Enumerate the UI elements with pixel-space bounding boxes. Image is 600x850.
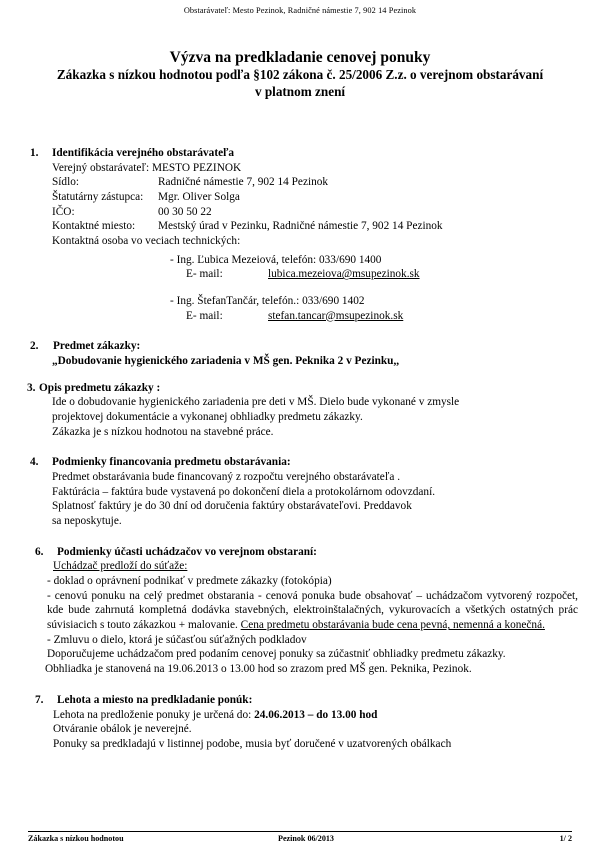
- section-7: [0, 693, 600, 752]
- submission-deadline-value: 24.06.2013 – do 13.00 hod: [254, 708, 378, 721]
- section-3-number: 3.: [27, 381, 36, 394]
- section-2-heading: [0, 339, 600, 354]
- detail-label-sidlo: Sídlo:: [52, 176, 79, 189]
- footer-left-text: Zákazka s nízkou hodnotou: [28, 834, 124, 844]
- contact-person-intro: Kontaktná osoba vo veciach technických:: [52, 235, 241, 248]
- detail-row-statutory-rep: [0, 190, 600, 205]
- detail-value-ico: 00 30 50 22: [158, 205, 212, 218]
- footer-row: [28, 835, 572, 844]
- requirement-bullet-2: [47, 589, 578, 633]
- section-3-line-1: Ide o dobudovanie hygienického zariadenia pre deti v MŠ. Dielo bude vykonané v zmysle: [52, 396, 460, 409]
- requirement-bullet-2-text: - cenovú ponuku na celý predmet obstarania - cenová ponuka bude obsahovať – uchádzačom vytvorený rozpočet, kde bude zahrnutá kompletná dodávka stavebných, elektroinštalačných, vykurovacích a všetkých ostatných prác súvisiacich s touto zákazkou + malovanie.: [47, 589, 578, 632]
- email-link-lubica[interactable]: lubica.mezeiova@msupezinok.sk: [268, 268, 420, 281]
- footer-divider: [28, 831, 572, 832]
- detail-row-contact-place: [0, 219, 600, 234]
- section-3-line-3: Zákazka je s nízkou hodnotou na stavebné práce.: [52, 425, 274, 438]
- price-fixed-clause: Cena predmetu obstarávania bude cena pevná, nemenná a konečná.: [240, 619, 545, 632]
- inspection-datetime: Obhliadka je stanovená na 19.06.2013 o 13.00 hod so zrazom pred MŠ gen. Peknika, Pezinok.: [45, 663, 472, 676]
- section-6-subheading-wrap: [0, 559, 600, 574]
- section-6-heading: [0, 545, 600, 560]
- section-4-title: Podmienky financovania predmetu obstarávania:: [52, 456, 291, 469]
- contract-subject: „Dobudovanie hygienického zariadenia v MŠ gen. Peknika 2 v Pezinku,,: [52, 355, 400, 368]
- detail-value-sidlo: Radničné námestie 7, 902 14 Pezinok: [158, 176, 329, 189]
- section-4-line-4: sa neposkytuje.: [52, 515, 122, 528]
- contact-person-1-mail-row: [0, 267, 600, 282]
- section-1: [0, 146, 600, 323]
- section-6-number: 6.: [35, 545, 44, 558]
- running-header: Obstarávateľ: Mesto Pezinok, Radničné námestie 7, 902 14 Pezinok: [183, 6, 417, 15]
- section-2-number: 2.: [30, 340, 39, 353]
- detail-row-sidlo: [0, 175, 600, 190]
- section-1-title: Identifikácia verejného obstarávateľa: [52, 147, 235, 159]
- contact-person-1-name: - Ing. Ľubica Mezeiová, telefón: 033/690 1400: [170, 253, 382, 266]
- section-7-line-2: Otváranie obálok je neverejné.: [53, 723, 192, 736]
- footer-page-number: 1/ 2: [559, 834, 572, 844]
- contact-person-2-name: - Ing. ŠtefanTančár, telefón.: 033/690 1402: [170, 295, 365, 308]
- submission-deadline-row: [0, 708, 600, 723]
- page-subtitle-line1: Zákazka s nízkou hodnotou podľa §102 zákona č. 25/2006 Z.z. o verejnom obstarávaní: [56, 67, 544, 83]
- page-title: Výzva na predkladanie cenovej ponuky: [169, 49, 431, 66]
- section-3-heading: [0, 381, 600, 396]
- requirement-bullet-3: - Zmluvu o dielo, ktorá je súčasťou súťažných podkladov: [47, 633, 307, 646]
- section-7-title: Lehota a miesto na predkladanie ponúk:: [57, 693, 253, 706]
- document-footer: [28, 831, 572, 844]
- detail-label-ico: IČO:: [52, 205, 75, 218]
- detail-value-statutory-rep: Mgr. Oliver Solga: [158, 191, 240, 204]
- section-3: [0, 381, 600, 440]
- section-4: [0, 455, 600, 528]
- section-6: [0, 545, 600, 677]
- page-subtitle-line2: v platnom znení: [254, 84, 346, 100]
- contact-person-2-mail-row: [0, 309, 600, 324]
- document-body: [0, 146, 600, 752]
- section-6-title: Podmienky účasti uchádzačov vo verejnom obstaraní:: [57, 545, 317, 558]
- requirement-bullet-1: - doklad o oprávnení podnikať v predmete zákazky (fotokópia): [47, 575, 332, 588]
- section-4-number: 4.: [30, 456, 39, 469]
- submission-deadline-label: Lehota na predloženie ponuky je určená do:: [53, 708, 255, 721]
- organization-name-line: Verejný obstarávateľ: MESTO PEZINOK: [52, 161, 242, 174]
- section-7-number: 7.: [35, 693, 44, 706]
- detail-label-statutory-rep: Štatutárny zástupca:: [52, 191, 144, 204]
- detail-row-ico: [0, 205, 600, 220]
- section-3-title: Opis predmetu zákazky :: [39, 381, 161, 394]
- detail-value-contact-place: Mestský úrad v Pezinku, Radničné námestie 7, 902 14 Pezinok: [158, 220, 443, 233]
- section-7-line-3: Ponuky sa predkladajú v listinnej podobe, musia byť doručené v uzatvorených obálkach: [53, 737, 452, 750]
- detail-label-contact-place: Kontaktné miesto:: [52, 220, 136, 233]
- section-7-heading: [0, 693, 600, 708]
- section-4-heading: [0, 455, 600, 470]
- email-link-stefan[interactable]: stefan.tancar@msupezinok.sk: [268, 309, 404, 322]
- section-6-requirements: [0, 574, 600, 662]
- email-label: E- mail:: [186, 309, 223, 322]
- document-title-block: [30, 48, 570, 101]
- section-2: [0, 339, 600, 368]
- section-1-heading: [0, 146, 600, 161]
- section-1-number: 1.: [30, 147, 39, 159]
- inspection-recommendation: Doporučujeme uchádzačom pred podaním cenovej ponuky sa zúčastniť obhliadky predmetu zákazky.: [47, 648, 506, 661]
- email-label: E- mail:: [186, 268, 223, 281]
- section-3-line-2: projektovej dokumentácie a vykonanej obhliadky predmetu zákazky.: [52, 411, 363, 424]
- section-4-line-3: Splatnosť faktúry je do 30 dní od doručenia faktúry obstarávateľovi. Preddavok: [52, 500, 412, 513]
- section-2-title: Predmet zákazky:: [53, 340, 141, 353]
- section-4-line-1: Predmet obstarávania bude financovaný z rozpočtu verejného obstarávateľa .: [52, 471, 401, 484]
- footer-center-text: Pezinok 06/2013: [278, 834, 334, 844]
- section-4-line-2: Faktúrácia – faktúra bude vystavená po dokončení diela a protokolárnom odovzdaní.: [52, 485, 436, 498]
- section-6-subheading: Uchádzač predloží do súťaže:: [53, 560, 188, 573]
